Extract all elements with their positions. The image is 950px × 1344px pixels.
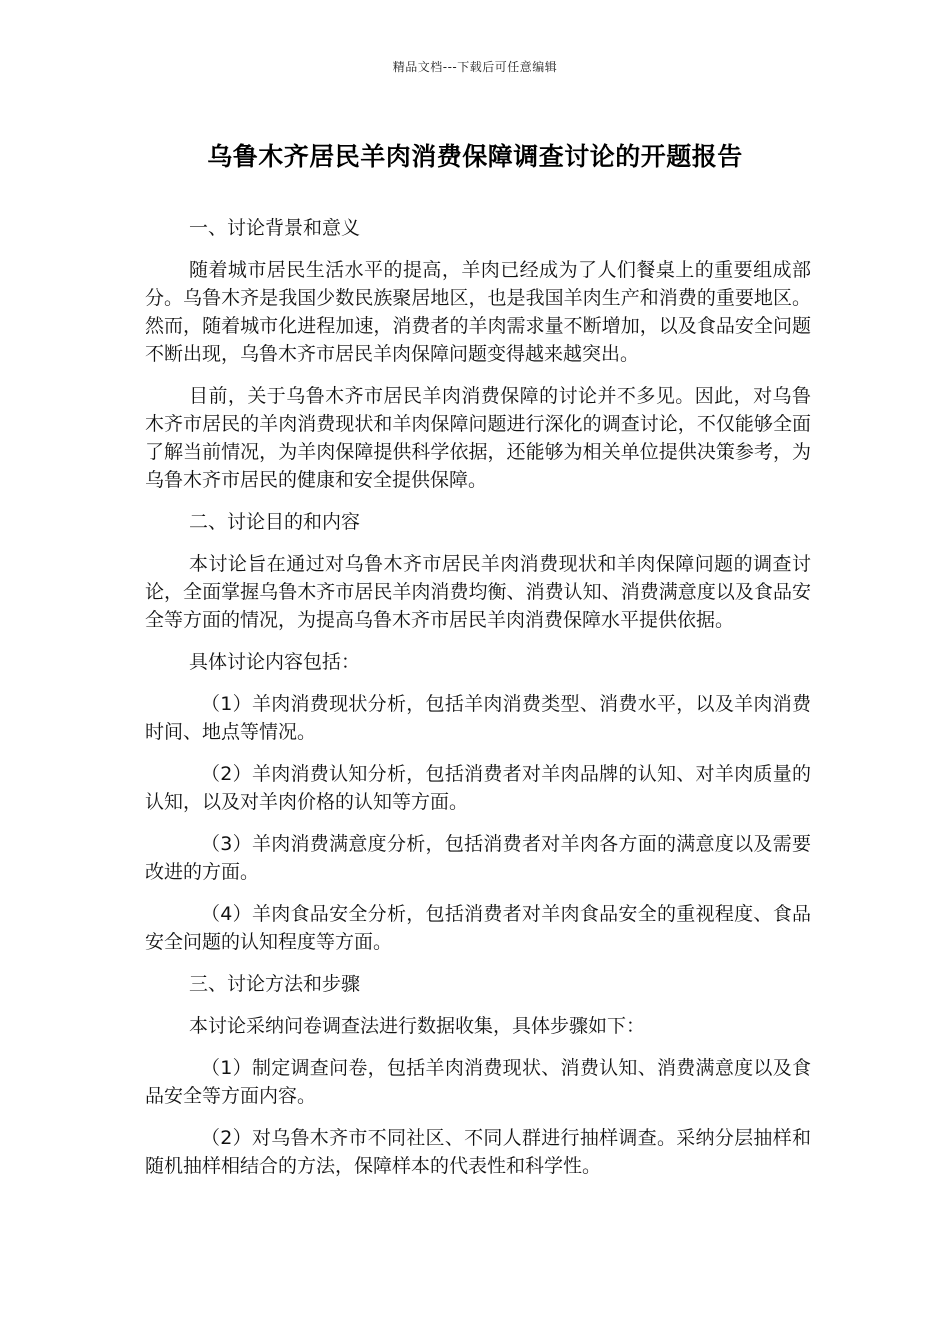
document-body [145,214,811,1194]
list-item: （2）羊肉消费认知分析，包括消费者对羊肉品牌的认知、对羊肉质量的认知，以及对羊肉价格的认知等方面。 [145,763,811,813]
page-header: 精品文档---下载后可任意编辑 [392,60,558,74]
list-item: （1）制定调查问卷，包括羊肉消费现状、消费认知、消费满意度以及食品安全等方面内容。 [145,1057,811,1107]
document-title: 乌鲁木齐居民羊肉消费保障调查讨论的开题报告 [207,142,743,171]
paragraph-purpose: 本讨论旨在通过对乌鲁木齐市居民羊肉消费现状和羊肉保障问题的调查讨论，全面掌握乌鲁木齐市居民羊肉消费均衡、消费认知、消费满意度以及食品安全等方面的情况，为提高乌鲁木齐市居民羊肉消费保障水平提供依据。 [145,553,811,631]
list-item: （2）对乌鲁木齐市不同社区、不同人群进行抽样调查。采纳分层抽样和随机抽样相结合的方法，保障样本的代表性和科学性。 [145,1127,811,1177]
list-item: （4）羊肉食品安全分析，包括消费者对羊肉食品安全的重视程度、食品安全问题的认知程度等方面。 [145,903,811,953]
list-item: （3）羊肉消费满意度分析，包括消费者对羊肉各方面的满意度以及需要改进的方面。 [145,833,811,883]
section-heading-1: 一、讨论背景和意义 [189,217,361,239]
paragraph-background: 随着城市居民生活水平的提高，羊肉已经成为了人们餐桌上的重要组成部分。乌鲁木齐是我国少数民族聚居地区，也是我国羊肉生产和消费的重要地区。然而，随着城市化进程加速，消费者的羊肉需求量不断增加，以及食品安全问题不断出现，乌鲁木齐市居民羊肉保障问题变得越来越突出。 [145,259,811,365]
section-heading-3: 三、讨论方法和步骤 [189,973,361,995]
paragraph-content-intro: 具体讨论内容包括： [189,651,361,673]
section-heading-2: 二、讨论目的和内容 [189,511,361,533]
paragraph-significance: 目前，关于乌鲁木齐市居民羊肉消费保障的讨论并不多见。因此，对乌鲁木齐市居民的羊肉消费现状和羊肉保障问题进行深化的调查讨论，不仅能够全面了解当前情况，为羊肉保障提供科学依据，还能够为相关单位提供决策参考，为乌鲁木齐市居民的健康和安全提供保障。 [145,385,811,491]
list-item: （1）羊肉消费现状分析，包括羊肉消费类型、消费水平，以及羊肉消费时间、地点等情况。 [145,693,811,743]
paragraph-method-intro: 本讨论采纳问卷调查法进行数据收集，具体步骤如下： [189,1015,646,1037]
